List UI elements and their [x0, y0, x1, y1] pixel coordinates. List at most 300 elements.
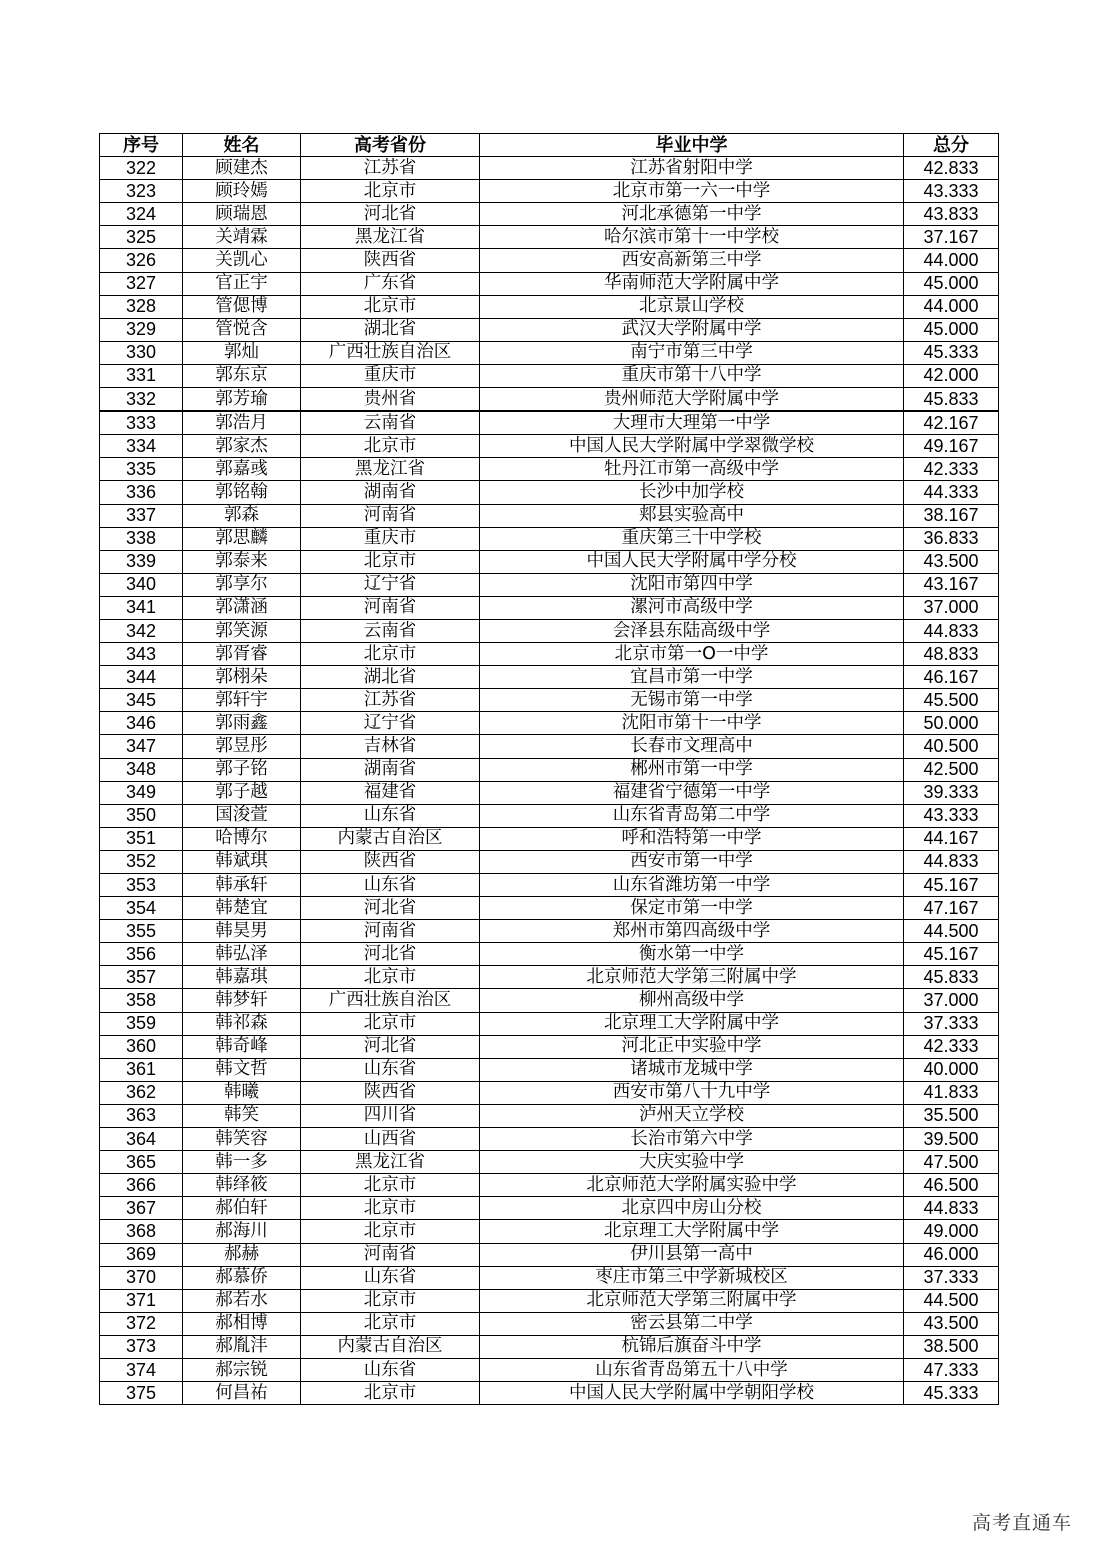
cell-index: 343 — [100, 643, 183, 666]
table-row — [100, 1220, 999, 1243]
table-row — [100, 689, 999, 712]
table-row — [100, 735, 999, 758]
cell-school: 漯河市高级中学 — [480, 596, 904, 619]
cell-index: 353 — [100, 874, 183, 897]
table-row — [100, 435, 999, 458]
cell-province: 辽宁省 — [301, 573, 480, 596]
cell-score: 45.333 — [904, 341, 999, 364]
cell-school: 伊川县第一高中 — [480, 1243, 904, 1266]
cell-province: 陕西省 — [301, 249, 480, 272]
cell-name: 郭思麟 — [183, 527, 301, 550]
cell-school: 中国人民大学附属中学翠微学校 — [480, 435, 904, 458]
cell-school: 北京市第一O一中学 — [480, 643, 904, 666]
cell-score: 47.500 — [904, 1151, 999, 1174]
cell-index: 357 — [100, 966, 183, 989]
cell-name: 哈博尔 — [183, 827, 301, 850]
cell-name: 国浚萱 — [183, 804, 301, 827]
cell-province: 辽宁省 — [301, 712, 480, 735]
cell-province: 广西壮族自治区 — [301, 341, 480, 364]
table-row — [100, 249, 999, 272]
table-row — [100, 318, 999, 341]
cell-name: 郭昱彤 — [183, 735, 301, 758]
cell-name: 郝若水 — [183, 1289, 301, 1312]
cell-school: 泸州天立学校 — [480, 1104, 904, 1127]
cell-name: 郭家杰 — [183, 435, 301, 458]
cell-name: 韩笑 — [183, 1104, 301, 1127]
cell-name: 韩楚宜 — [183, 897, 301, 920]
table-row — [100, 966, 999, 989]
cell-school: 江苏省射阳中学 — [480, 157, 904, 180]
table-row — [100, 388, 999, 412]
table-row — [100, 897, 999, 920]
header-province: 高考省份 — [301, 134, 480, 157]
cell-score: 43.500 — [904, 550, 999, 573]
cell-score: 42.000 — [904, 364, 999, 387]
cell-score: 49.000 — [904, 1220, 999, 1243]
cell-name: 郝海川 — [183, 1220, 301, 1243]
cell-score: 38.500 — [904, 1335, 999, 1358]
cell-school: 宜昌市第一中学 — [480, 666, 904, 689]
cell-score: 44.833 — [904, 619, 999, 642]
table-row — [100, 1197, 999, 1220]
cell-score: 46.500 — [904, 1174, 999, 1197]
cell-school: 牡丹江市第一高级中学 — [480, 458, 904, 481]
table-row — [100, 180, 999, 203]
cell-school: 山东省青岛第二中学 — [480, 804, 904, 827]
cell-index: 329 — [100, 318, 183, 341]
cell-score: 35.500 — [904, 1104, 999, 1127]
cell-name: 郭子铭 — [183, 758, 301, 781]
cell-score: 47.167 — [904, 897, 999, 920]
cell-name: 郭浩月 — [183, 411, 301, 435]
cell-province: 湖北省 — [301, 666, 480, 689]
cell-school: 重庆第三十中学校 — [480, 527, 904, 550]
cell-province: 北京市 — [301, 643, 480, 666]
header-row — [100, 134, 999, 157]
cell-name: 管悦含 — [183, 318, 301, 341]
cell-province: 北京市 — [301, 1174, 480, 1197]
table-row — [100, 596, 999, 619]
cell-name: 韩曦 — [183, 1081, 301, 1104]
cell-score: 45.000 — [904, 318, 999, 341]
cell-school: 衡水第一中学 — [480, 943, 904, 966]
cell-score: 45.333 — [904, 1382, 999, 1405]
cell-name: 郭森 — [183, 504, 301, 527]
cell-province: 河北省 — [301, 897, 480, 920]
cell-province: 河北省 — [301, 203, 480, 226]
cell-score: 46.167 — [904, 666, 999, 689]
table-row — [100, 364, 999, 387]
cell-school: 大理市大理第一中学 — [480, 411, 904, 435]
cell-school: 郑州市第四高级中学 — [480, 920, 904, 943]
table-row — [100, 989, 999, 1012]
cell-name: 韩奇峰 — [183, 1035, 301, 1058]
cell-school: 郏县实验高中 — [480, 504, 904, 527]
cell-index: 370 — [100, 1266, 183, 1289]
cell-score: 44.833 — [904, 850, 999, 873]
cell-name: 韩文哲 — [183, 1058, 301, 1081]
cell-province: 北京市 — [301, 180, 480, 203]
cell-province: 湖北省 — [301, 318, 480, 341]
cell-province: 北京市 — [301, 1382, 480, 1405]
cell-index: 361 — [100, 1058, 183, 1081]
cell-province: 内蒙古自治区 — [301, 827, 480, 850]
cell-name: 韩承轩 — [183, 874, 301, 897]
cell-province: 福建省 — [301, 781, 480, 804]
table-row — [100, 272, 999, 295]
cell-province: 黑龙江省 — [301, 226, 480, 249]
cell-index: 369 — [100, 1243, 183, 1266]
table-row — [100, 1382, 999, 1405]
cell-index: 335 — [100, 458, 183, 481]
table-row — [100, 1243, 999, 1266]
cell-index: 345 — [100, 689, 183, 712]
cell-school: 哈尔滨市第十一中学校 — [480, 226, 904, 249]
cell-index: 331 — [100, 364, 183, 387]
cell-score: 43.333 — [904, 180, 999, 203]
cell-index: 336 — [100, 481, 183, 504]
cell-school: 中国人民大学附属中学朝阳学校 — [480, 1382, 904, 1405]
table-row — [100, 573, 999, 596]
cell-name: 郝慕侨 — [183, 1266, 301, 1289]
cell-name: 郝相博 — [183, 1312, 301, 1335]
cell-school: 会泽县东陆高级中学 — [480, 619, 904, 642]
table-row — [100, 666, 999, 689]
cell-name: 顾建杰 — [183, 157, 301, 180]
cell-score: 45.833 — [904, 388, 999, 412]
cell-name: 郭芳瑜 — [183, 388, 301, 412]
cell-school: 西安高新第三中学 — [480, 249, 904, 272]
cell-school: 杭锦后旗奋斗中学 — [480, 1335, 904, 1358]
cell-school: 北京理工大学附属中学 — [480, 1012, 904, 1035]
cell-score: 37.333 — [904, 1266, 999, 1289]
table-row — [100, 458, 999, 481]
cell-name: 韩弘泽 — [183, 943, 301, 966]
cell-score: 45.500 — [904, 689, 999, 712]
cell-score: 36.833 — [904, 527, 999, 550]
cell-province: 山西省 — [301, 1128, 480, 1151]
cell-score: 42.333 — [904, 1035, 999, 1058]
table-row — [100, 1266, 999, 1289]
cell-index: 350 — [100, 804, 183, 827]
cell-index: 332 — [100, 388, 183, 412]
cell-index: 359 — [100, 1012, 183, 1035]
table-row — [100, 550, 999, 573]
cell-index: 327 — [100, 272, 183, 295]
cell-province: 北京市 — [301, 435, 480, 458]
score-table — [99, 133, 999, 1405]
cell-index: 360 — [100, 1035, 183, 1058]
cell-school: 北京理工大学附属中学 — [480, 1220, 904, 1243]
cell-index: 330 — [100, 341, 183, 364]
cell-province: 山东省 — [301, 1058, 480, 1081]
table-row — [100, 827, 999, 850]
cell-name: 韩祁森 — [183, 1012, 301, 1035]
cell-school: 西安市第一中学 — [480, 850, 904, 873]
table-row — [100, 527, 999, 550]
cell-index: 364 — [100, 1128, 183, 1151]
cell-school: 河北承德第一中学 — [480, 203, 904, 226]
cell-school: 呼和浩特第一中学 — [480, 827, 904, 850]
cell-index: 338 — [100, 527, 183, 550]
table-row — [100, 341, 999, 364]
cell-school: 保定市第一中学 — [480, 897, 904, 920]
cell-score: 43.333 — [904, 804, 999, 827]
cell-score: 40.000 — [904, 1058, 999, 1081]
cell-score: 44.000 — [904, 249, 999, 272]
cell-school: 武汉大学附属中学 — [480, 318, 904, 341]
cell-province: 山东省 — [301, 874, 480, 897]
cell-index: 371 — [100, 1289, 183, 1312]
cell-province: 重庆市 — [301, 527, 480, 550]
cell-province: 北京市 — [301, 1312, 480, 1335]
cell-index: 334 — [100, 435, 183, 458]
cell-index: 322 — [100, 157, 183, 180]
cell-index: 346 — [100, 712, 183, 735]
cell-name: 关凯心 — [183, 249, 301, 272]
table-row — [100, 804, 999, 827]
cell-province: 河南省 — [301, 920, 480, 943]
cell-index: 342 — [100, 619, 183, 642]
table-row — [100, 1035, 999, 1058]
cell-name: 何昌祐 — [183, 1382, 301, 1405]
cell-name: 郝宗锐 — [183, 1358, 301, 1381]
cell-score: 45.000 — [904, 272, 999, 295]
table-row — [100, 203, 999, 226]
cell-school: 北京师范大学第三附属中学 — [480, 966, 904, 989]
table-row — [100, 1151, 999, 1174]
cell-index: 347 — [100, 735, 183, 758]
cell-school: 贵州师范大学附属中学 — [480, 388, 904, 412]
cell-name: 韩绎筱 — [183, 1174, 301, 1197]
cell-index: 328 — [100, 295, 183, 318]
cell-province: 黑龙江省 — [301, 458, 480, 481]
table-row — [100, 850, 999, 873]
cell-score: 50.000 — [904, 712, 999, 735]
cell-school: 南宁市第三中学 — [480, 341, 904, 364]
cell-name: 郭享尔 — [183, 573, 301, 596]
table-row — [100, 619, 999, 642]
cell-score: 42.833 — [904, 157, 999, 180]
cell-score: 41.833 — [904, 1081, 999, 1104]
cell-name: 郭栩朵 — [183, 666, 301, 689]
cell-school: 大庆实验中学 — [480, 1151, 904, 1174]
cell-score: 43.833 — [904, 203, 999, 226]
cell-score: 40.500 — [904, 735, 999, 758]
cell-name: 郝胤沣 — [183, 1335, 301, 1358]
cell-school: 西安市第八十九中学 — [480, 1081, 904, 1104]
cell-school: 枣庄市第三中学新城校区 — [480, 1266, 904, 1289]
cell-school: 华南师范大学附属中学 — [480, 272, 904, 295]
cell-name: 郭嘉彧 — [183, 458, 301, 481]
cell-name: 韩梦轩 — [183, 989, 301, 1012]
cell-index: 352 — [100, 850, 183, 873]
cell-index: 372 — [100, 1312, 183, 1335]
cell-score: 37.000 — [904, 989, 999, 1012]
table-row — [100, 226, 999, 249]
cell-index: 340 — [100, 573, 183, 596]
cell-score: 47.333 — [904, 1358, 999, 1381]
cell-school: 北京四中房山分校 — [480, 1197, 904, 1220]
cell-index: 333 — [100, 411, 183, 435]
cell-index: 326 — [100, 249, 183, 272]
cell-score: 44.000 — [904, 295, 999, 318]
cell-index: 344 — [100, 666, 183, 689]
cell-name: 郭铭翰 — [183, 481, 301, 504]
cell-school: 长沙中加学校 — [480, 481, 904, 504]
cell-name: 郭笑源 — [183, 619, 301, 642]
cell-score: 39.333 — [904, 781, 999, 804]
cell-index: 367 — [100, 1197, 183, 1220]
cell-province: 北京市 — [301, 966, 480, 989]
cell-name: 关靖霖 — [183, 226, 301, 249]
table-row — [100, 411, 999, 435]
cell-index: 375 — [100, 1382, 183, 1405]
cell-score: 48.833 — [904, 643, 999, 666]
cell-province: 贵州省 — [301, 388, 480, 412]
cell-score: 44.333 — [904, 481, 999, 504]
cell-province: 河南省 — [301, 596, 480, 619]
table-row — [100, 1289, 999, 1312]
cell-school: 山东省潍坊第一中学 — [480, 874, 904, 897]
cell-name: 郭东京 — [183, 364, 301, 387]
cell-index: 368 — [100, 1220, 183, 1243]
table-row — [100, 157, 999, 180]
cell-province: 内蒙古自治区 — [301, 1335, 480, 1358]
cell-province: 四川省 — [301, 1104, 480, 1127]
cell-score: 46.000 — [904, 1243, 999, 1266]
cell-school: 河北正中实验中学 — [480, 1035, 904, 1058]
cell-name: 韩嘉琪 — [183, 966, 301, 989]
cell-index: 324 — [100, 203, 183, 226]
cell-index: 362 — [100, 1081, 183, 1104]
cell-score: 49.167 — [904, 435, 999, 458]
table-row — [100, 1081, 999, 1104]
cell-province: 广西壮族自治区 — [301, 989, 480, 1012]
cell-name: 顾玲嫣 — [183, 180, 301, 203]
cell-province: 云南省 — [301, 619, 480, 642]
cell-name: 郭潇涵 — [183, 596, 301, 619]
cell-score: 42.500 — [904, 758, 999, 781]
cell-province: 黑龙江省 — [301, 1151, 480, 1174]
cell-name: 郭子越 — [183, 781, 301, 804]
cell-province: 北京市 — [301, 1289, 480, 1312]
cell-school: 北京市第一六一中学 — [480, 180, 904, 203]
cell-school: 北京景山学校 — [480, 295, 904, 318]
cell-province: 河南省 — [301, 1243, 480, 1266]
table-row — [100, 1012, 999, 1035]
table-row — [100, 643, 999, 666]
table-row — [100, 1104, 999, 1127]
cell-index: 355 — [100, 920, 183, 943]
cell-name: 韩一多 — [183, 1151, 301, 1174]
table-row — [100, 1358, 999, 1381]
cell-name: 郭轩宇 — [183, 689, 301, 712]
cell-name: 郭泰来 — [183, 550, 301, 573]
cell-score: 44.167 — [904, 827, 999, 850]
cell-school: 长治市第六中学 — [480, 1128, 904, 1151]
cell-province: 山东省 — [301, 1266, 480, 1289]
cell-school: 北京师范大学第三附属中学 — [480, 1289, 904, 1312]
cell-school: 无锡市第一中学 — [480, 689, 904, 712]
header-name: 姓名 — [183, 134, 301, 157]
table-body — [100, 157, 999, 1405]
cell-province: 广东省 — [301, 272, 480, 295]
cell-province: 重庆市 — [301, 364, 480, 387]
cell-index: 351 — [100, 827, 183, 850]
cell-index: 349 — [100, 781, 183, 804]
cell-school: 诸城市龙城中学 — [480, 1058, 904, 1081]
table-row — [100, 1128, 999, 1151]
cell-school: 山东省青岛第五十八中学 — [480, 1358, 904, 1381]
cell-school: 沈阳市第十一中学 — [480, 712, 904, 735]
table-row — [100, 1058, 999, 1081]
cell-province: 陕西省 — [301, 850, 480, 873]
cell-province: 陕西省 — [301, 1081, 480, 1104]
table-row — [100, 1335, 999, 1358]
table-row — [100, 874, 999, 897]
cell-province: 吉林省 — [301, 735, 480, 758]
cell-score: 37.000 — [904, 596, 999, 619]
cell-name: 郭灿 — [183, 341, 301, 364]
cell-index: 325 — [100, 226, 183, 249]
header-score: 总分 — [904, 134, 999, 157]
cell-index: 363 — [100, 1104, 183, 1127]
cell-score: 37.333 — [904, 1012, 999, 1035]
cell-index: 373 — [100, 1335, 183, 1358]
cell-score: 45.167 — [904, 874, 999, 897]
watermark: 高考直通车 — [971, 1512, 1072, 1534]
cell-name: 韩笑容 — [183, 1128, 301, 1151]
cell-school: 柳州高级中学 — [480, 989, 904, 1012]
cell-score: 45.167 — [904, 943, 999, 966]
cell-province: 河北省 — [301, 1035, 480, 1058]
cell-name: 郭雨鑫 — [183, 712, 301, 735]
cell-score: 37.167 — [904, 226, 999, 249]
cell-score: 38.167 — [904, 504, 999, 527]
cell-name: 郝伯轩 — [183, 1197, 301, 1220]
table-row — [100, 943, 999, 966]
cell-province: 山东省 — [301, 1358, 480, 1381]
cell-province: 云南省 — [301, 411, 480, 435]
cell-province: 湖南省 — [301, 758, 480, 781]
header-index: 序号 — [100, 134, 183, 157]
cell-province: 北京市 — [301, 1220, 480, 1243]
cell-score: 42.333 — [904, 458, 999, 481]
table-row — [100, 481, 999, 504]
table-row — [100, 758, 999, 781]
cell-province: 江苏省 — [301, 689, 480, 712]
cell-province: 北京市 — [301, 295, 480, 318]
cell-score: 44.833 — [904, 1197, 999, 1220]
cell-name: 郭胥睿 — [183, 643, 301, 666]
cell-province: 湖南省 — [301, 481, 480, 504]
cell-province: 北京市 — [301, 1012, 480, 1035]
cell-index: 323 — [100, 180, 183, 203]
cell-score: 42.167 — [904, 411, 999, 435]
cell-school: 长春市文理高中 — [480, 735, 904, 758]
cell-province: 河北省 — [301, 943, 480, 966]
cell-school: 郴州市第一中学 — [480, 758, 904, 781]
cell-name: 顾瑞恩 — [183, 203, 301, 226]
cell-name: 韩斌琪 — [183, 850, 301, 873]
cell-score: 45.833 — [904, 966, 999, 989]
table-row — [100, 295, 999, 318]
cell-school: 福建省宁德第一中学 — [480, 781, 904, 804]
cell-province: 山东省 — [301, 804, 480, 827]
cell-school: 重庆市第十八中学 — [480, 364, 904, 387]
cell-score: 43.167 — [904, 573, 999, 596]
